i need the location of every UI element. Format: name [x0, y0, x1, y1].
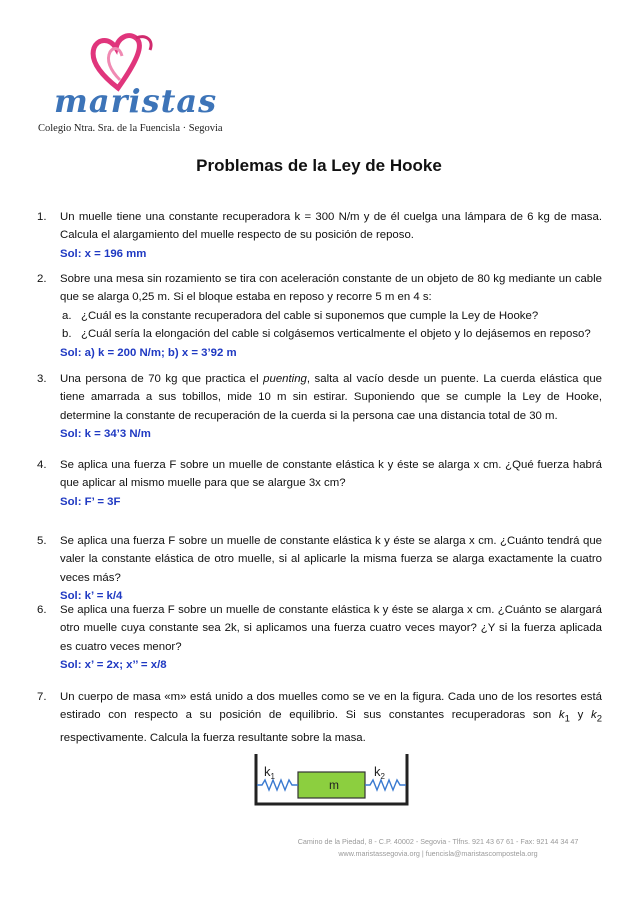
- school-logo: [38, 30, 223, 138]
- sub-question-b: [60, 325, 602, 343]
- text-segment: y: [569, 709, 592, 722]
- footer-address: Camino de la Piedad, 8 - C.P. 40002 - Segovia - Tlfns. 921 43 67 61 - Fax: 921 44 34 47: [297, 837, 579, 846]
- solution: Sol: x’ = 2x; x’’ = x/8: [60, 659, 167, 672]
- page-title: Problemas de la Ley de Hooke: [196, 156, 442, 175]
- text-segment: Una persona de 70 kg que practica el: [60, 373, 264, 385]
- problem-text: [60, 688, 602, 748]
- problem-text: Se aplica una fuerza F sobre un muelle de constante elástica k y éste se alarga x cm. ¿Qué fuerza habrá que aplicar al mismo muelle para que se alargue 3x cm?: [60, 459, 602, 490]
- sub-letter: a.: [62, 309, 72, 322]
- problem-text: Un muelle tiene una constante recuperadora k = 300 N/m y de él cuelga una lámpara de 6 kg de masa. Calcula el alargamiento del muelle respecto de su posición de reposo.: [60, 211, 602, 242]
- problem-text: [60, 370, 602, 425]
- problem-1: [37, 208, 602, 263]
- label-k1: $k_1$: [264, 764, 275, 781]
- footer-web-email: www.maristassegovia.org | fuencisla@maristascompostela.org: [338, 849, 538, 858]
- label-k2: $k_2$: [374, 764, 385, 781]
- problem-number: 7.: [37, 691, 47, 703]
- emphasis-puenting: puenting: [263, 373, 307, 385]
- problem-number: 4.: [37, 459, 47, 471]
- school-name: Colegio Ntra. Sra. de la Fuencisla · Segovia: [38, 123, 223, 134]
- problem-text: Sobre una mesa sin rozamiento se tira con aceleración constante de un objeto de 80 kg mediante un cable que se alarga 0,25 m. Si el bloque estaba en reposo y recorre 5 m en 4 s:: [60, 273, 602, 304]
- right-spring: [365, 780, 406, 790]
- problem-text: Se aplica una fuerza F sobre un muelle de constante elástica k y éste se alarga x cm. ¿Cuánto tendrá que valer la constante elástica de otro muelle, si al aplicarle la misma fuerza se alarga exactamente la cuatro veces más?: [60, 535, 602, 584]
- problem-number: 1.: [37, 211, 47, 223]
- k2-subscript: 2: [596, 713, 603, 725]
- solution: Sol: a) k = 200 N/m; b) x = 3’92 m: [60, 346, 237, 359]
- sub-question-a: [60, 307, 602, 325]
- sub-letter: b.: [62, 328, 72, 341]
- problem-6: [37, 601, 602, 675]
- k1-symbol: k: [558, 709, 565, 722]
- solution: Sol: F’ = 3F: [60, 495, 121, 508]
- text-segment: , salta al vacío desde un puente. La cuerda elástica que tiene amarrada a sus tobillos, mide 10 m sin estirar. Suponiendo que se cumple la Ley de Hooke, determine la constante de recuperación de la cuerda si la persona cae una distancia total de 30 m.: [60, 373, 602, 422]
- problem-text: Se aplica una fuerza F sobre un muelle de constante elástica k y éste se alarga x cm. ¿Cuánto se alargará otro muelle cuya constante sea 2k, si aplicamos una fuerza cuatro veces mayor? ¿Y si la fuerza aplicada es cuatro veces menor?: [60, 604, 602, 653]
- label-mass: m: [329, 778, 339, 792]
- k2-symbol: k: [591, 709, 597, 722]
- spring-mass-figure: [254, 752, 409, 809]
- solution: Sol: k = 34’3 N/m: [60, 428, 151, 441]
- problem-number: 3.: [37, 373, 47, 385]
- page-footer: [258, 836, 618, 860]
- problem-number: 5.: [37, 535, 47, 547]
- problem-4: [37, 456, 602, 511]
- problem-number: 2.: [37, 273, 47, 285]
- solution: Sol: x = 196 mm: [60, 247, 147, 260]
- problem-number: 6.: [37, 604, 47, 616]
- problem-7: [37, 688, 602, 748]
- problem-5: [37, 532, 602, 606]
- k1-subscript: 1: [564, 713, 570, 725]
- left-spring: [257, 780, 298, 790]
- text-segment: respectivamente. Calcula la fuerza resultante sobre la masa.: [60, 732, 366, 745]
- logo-wordmark: maristas: [54, 82, 218, 120]
- sub-text: ¿Cuál es la constante recuperadora del cable si suponemos que cumple la Ley de Hooke?: [81, 309, 539, 322]
- problem-2: [37, 270, 602, 362]
- solution: Sol: k’ = k/4: [60, 590, 123, 603]
- problem-3: [37, 370, 602, 444]
- sub-text: ¿Cuál sería la elongación del cable si colgásemos verticalmente el objeto y lo dejásemos en reposo?: [81, 328, 591, 341]
- text-segment: Un cuerpo de masa «m» está unido a dos muelles como se ve en la figura. Cada uno de los resortes está estirado con respecto a su posición de equilibrio. Si sus constantes recuperadoras son: [60, 691, 602, 722]
